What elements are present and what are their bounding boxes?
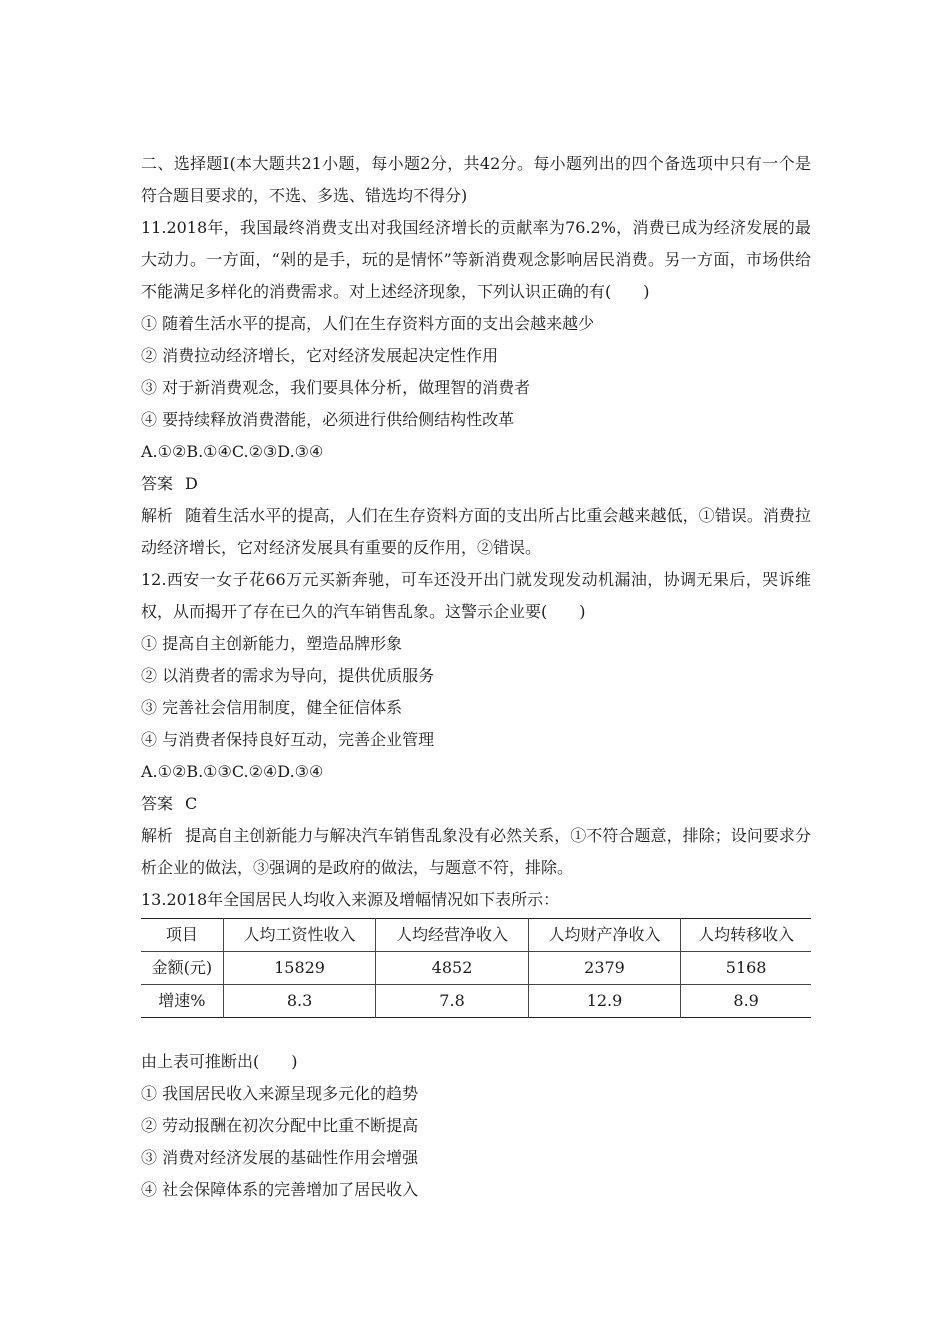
- table-cell: 8.9: [681, 985, 811, 1018]
- table-cell: 4852: [376, 952, 528, 985]
- question-12: [141, 564, 811, 884]
- question-13-option-1: ① 我国居民收入来源呈现多元化的趋势: [141, 1084, 419, 1103]
- table-header-cell: 项目: [141, 919, 223, 952]
- income-table: [141, 918, 811, 1018]
- question-12-answer: [141, 788, 811, 820]
- question-12-option-3: ③ 完善社会信用制度，健全征信体系: [141, 698, 403, 717]
- question-12-choices: A.①②B.①③C.②④D.③④: [141, 762, 324, 781]
- question-12-analysis: [141, 820, 811, 884]
- spacer: [141, 1034, 811, 1046]
- answer-value: C: [185, 794, 198, 813]
- table-row: [141, 985, 811, 1018]
- table-header-row: [141, 919, 811, 952]
- table-cell: 5168: [681, 952, 811, 985]
- question-13-option-3: ③ 消费对经济发展的基础性作用会增强: [141, 1148, 419, 1167]
- analysis-label: 解析: [141, 506, 174, 525]
- analysis-text: 提高自主创新能力与解决汽车销售乱象没有必然关系，①不符合题意，排除；设问要求分析企业的做法，③强调的是政府的做法，与题意不符，排除。: [141, 826, 811, 877]
- question-11-choices: A.①②B.①④C.②③D.③④: [141, 442, 324, 461]
- page-content: [141, 148, 811, 1206]
- question-12-option-4: ④ 与消费者保持良好互动，完善企业管理: [141, 730, 435, 749]
- table-header-cell: 人均经营净收入: [376, 919, 528, 952]
- table-cell: 增速%: [158, 991, 206, 1010]
- answer-label: 答案: [141, 794, 174, 813]
- table-header-cell: 人均工资性收入: [223, 919, 375, 952]
- question-12-stem: 12.西安一女子花66万元买新奔驰，可车还没开出门就发现发动机漏油，协调无果后，哭诉维权，从而揭开了存在已久的汽车销售乱象。这警示企业要( ): [141, 570, 811, 621]
- question-13-option-4: ④ 社会保障体系的完善增加了居民收入: [141, 1180, 419, 1199]
- table-header-cell: 人均转移收入: [681, 919, 811, 952]
- answer-label: 答案: [141, 474, 174, 493]
- question-11-analysis: [141, 500, 811, 564]
- question-12-option-1: ① 提高自主创新能力，塑造品牌形象: [141, 634, 403, 653]
- table-cell: 2379: [528, 952, 680, 985]
- question-11: [141, 212, 811, 564]
- table-cell: 金额(元): [141, 952, 223, 985]
- question-11-option-1: ① 随着生活水平的提高，人们在生存资料方面的支出会越来越少: [141, 314, 595, 333]
- question-11-option-3: ③ 对于新消费观念，我们要具体分析，做理智的消费者: [141, 378, 531, 397]
- table-cell: 7.8: [376, 985, 528, 1018]
- question-13: [141, 884, 811, 1206]
- question-13-prompt: 由上表可推断出( ): [141, 1052, 298, 1071]
- question-11-option-4: ④ 要持续释放消费潜能，必须进行供给侧结构性改革: [141, 410, 515, 429]
- table-cell: 12.9: [528, 985, 680, 1018]
- analysis-label: 解析: [141, 826, 174, 845]
- table-header-cell: 人均财产净收入: [528, 919, 680, 952]
- table-row: [141, 952, 811, 985]
- analysis-text: 随着生活水平的提高，人们在生存资料方面的支出所占比重会越来越低，①错误。消费拉动经济增长，它对经济发展具有重要的反作用，②错误。: [141, 506, 811, 557]
- section-header: 二、选择题Ⅰ(本大题共21小题，每小题2分，共42分。每小题列出的四个备选项中只有一个是符合题目要求的，不选、多选、错选均不得分): [141, 154, 811, 205]
- answer-value: D: [185, 474, 198, 493]
- table-cell: 15829: [223, 952, 375, 985]
- question-13-option-2: ② 劳动报酬在初次分配中比重不断提高: [141, 1116, 419, 1135]
- question-11-option-2: ② 消费拉动经济增长，它对经济发展起决定性作用: [141, 346, 499, 365]
- question-12-option-2: ② 以消费者的需求为导向，提供优质服务: [141, 666, 435, 685]
- question-13-stem: 13.2018年全国居民人均收入来源及增幅情况如下表所示：: [141, 890, 560, 909]
- question-11-answer: [141, 468, 811, 500]
- question-11-stem: 11.2018年，我国最终消费支出对我国经济增长的贡献率为76.2%，消费已成为经济发展的最大动力。一方面，“剁的是手，玩的是情怀”等新消费观念影响居民消费。另一方面，市场供给不能满足多样化的消费需求。对上述经济现象，下列认识正确的有( ): [141, 218, 811, 301]
- table-cell: 8.3: [223, 985, 375, 1018]
